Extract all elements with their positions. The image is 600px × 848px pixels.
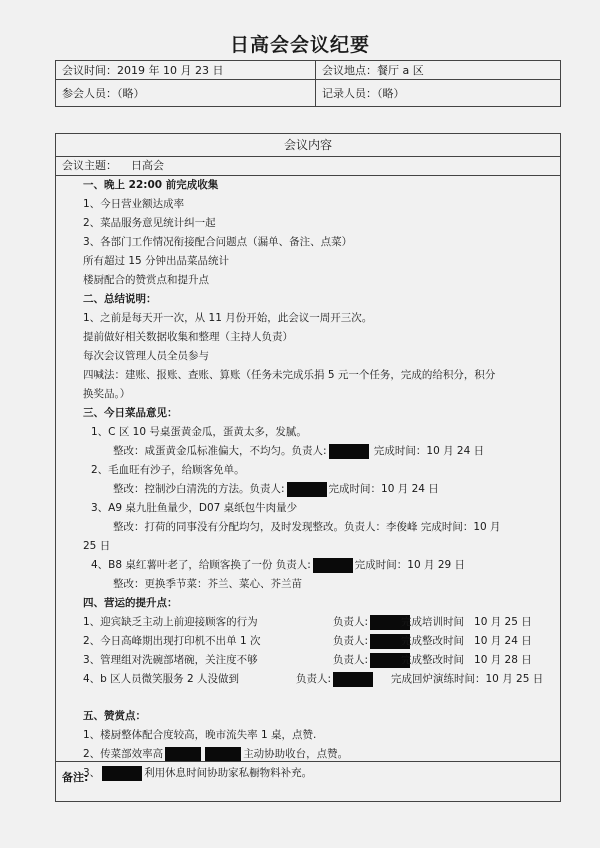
improvement-row [83,670,239,689]
done-label: 完成整改时间 [401,635,464,647]
dish-fix-2-text: 整改：控制沙白清洗的方法。负责人: [113,483,285,495]
done-label: 完成培训时间 [401,616,464,628]
done-date: 10 月 24 日 [474,635,532,647]
improvement-item: 4、b 区人员微笑服务 2 人没做到 [83,673,240,685]
section-2-line-4: 四喊法：建账、报账、查账、算账（任务未完成乐捐 5 元一个任务，完成的给积分，积分 [83,369,496,381]
section-1-line-5: 楼厨配合的赞赏点和提升点 [83,274,209,286]
owner-label: 负责人: [333,616,369,628]
done-label: 完成整改时间 [401,654,464,666]
meeting-info-table [55,60,561,107]
owner-label: 负责人: [333,654,369,666]
topic-value: 日高会 [131,159,164,172]
owner-label: 负责人: [333,635,369,647]
recorder-label: 记录人员： [322,87,377,100]
section-4-heading: 四、营运的提升点： [83,597,178,609]
improvement-done [401,632,532,651]
dish-fix-1-text: 整改：咸蛋黄金瓜标准偏大，不均匀。负责人: [113,445,327,457]
notes-section [56,761,560,802]
dish-fix-3: 整改：打荷的同事没有分配均匀，及时发现整改。负责人：李俊峰 完成时间：10 月 [113,521,501,533]
improvement-done [401,613,532,632]
owner-label: 负责人: [296,673,332,685]
praise-line-2-b: 主动协助收台，点赞。 [243,748,349,760]
redaction-block [329,444,369,459]
section-1-line-3: 3、各部门工作情况衔接配合问题点（漏单、备注、点菜） [83,236,353,248]
dish-fix-1-time: 完成时间：10 月 24 日 [373,445,485,457]
improvement-owner [296,670,375,689]
improvement-done [391,670,543,689]
section-2-line-2: 提前做好相关数据收集和整理（主持人负责） [83,331,293,343]
improvement-row [83,613,258,632]
praise-line-2-a: 2、传菜部效率高 [83,748,164,760]
redaction-block [333,672,373,687]
done-label: 完成回炉演练时间：10 月 25 日 [391,673,544,685]
section-2-heading: 二、总结说明： [83,293,157,305]
dish-issue-1: 1、C 区 10 号桌蛋黄金瓜，蛋黄太多，发腻。 [91,426,307,438]
meeting-time-label: 会议时间： [62,64,117,77]
meeting-time-cell [56,61,316,80]
section-2-line-5: 换奖品。） [83,388,131,400]
meeting-topic-row [56,157,560,176]
dish-fix-2 [113,480,439,499]
attendees-value: （略） [117,87,145,100]
section-1-heading: 一、晚上 22:00 前完成收集 [83,179,219,191]
meeting-place-cell [316,61,561,80]
redaction-block [165,747,201,762]
section-1-line-2: 2、菜品服务意见统计纠一起 [83,217,216,229]
recorder-value: （略） [377,87,405,100]
dish-issue-4-time: 完成时间：10 月 29 日 [354,559,466,571]
section-5-heading: 五、赞赏点： [83,710,146,722]
section-2-line-3: 每次会议管理人员全员参与 [83,350,209,362]
dish-issue-2: 2、毛血旺有沙子，给顾客免单。 [91,464,245,476]
dish-fix-4: 整改：更换季节菜：芥兰、菜心、芥兰苗 [113,578,302,590]
praise-line-3-a: 3、 [83,767,101,779]
redaction-block [313,558,353,573]
improvement-row [83,632,261,651]
dish-issue-3: 3、A9 桌九肚鱼量少，D07 桌纸包牛肉量少 [91,502,298,514]
improvement-item: 3、管理组对洗碗部堵碗，关注度不够 [83,654,258,666]
dish-fix-3-cont: 25 日 [83,540,111,552]
meeting-place-value: 餐厅 a 区 [377,64,424,77]
meeting-time-value: 2019 年 10 月 23 日 [117,64,224,77]
improvement-item: 2、今日高峰期出现打印机不出单 1 次 [83,635,261,647]
section-2-line-1: 1、之前是每天开一次，从 11 月份开始，此会议一周开三次。 [83,312,373,324]
done-date: 10 月 25 日 [474,616,532,628]
praise-line-3-b: 利用休息时间协助家私橱物料补充。 [144,767,313,779]
meeting-content-box [55,133,561,802]
dish-fix-2-time: 完成时间：10 月 24 日 [328,483,439,495]
notes-label: 备注: [62,771,89,784]
section-1-line-1: 1、今日营业额达成率 [83,198,185,210]
topic-label: 会议主题： [62,159,117,172]
attendees-label: 参会人员： [62,87,117,100]
improvement-row [83,651,258,670]
dish-issue-4 [91,556,465,575]
section-3-heading: 三、今日菜品意见： [83,407,178,419]
section-1-line-4: 所有超过 15 分钟出品菜品统计 [83,255,230,267]
redaction-block [287,482,327,497]
redaction-block [205,747,241,762]
improvement-item: 1、迎宾缺乏主动上前迎接顾客的行为 [83,616,258,628]
dish-issue-4-text: 4、B8 桌红薯叶老了，给顾客换了一份 负责人: [91,559,311,571]
meeting-place-label: 会议地点： [322,64,377,77]
document-title: 日高会会议纪要 [229,34,370,56]
praise-line-1: 1、楼厨整体配合度较高，晚市流失率 1 桌，点赞. [83,729,317,741]
done-date: 10 月 28 日 [474,654,532,666]
content-header: 会议内容 [56,134,560,157]
recorder-cell [316,80,561,107]
dish-fix-1 [113,442,484,461]
improvement-done [401,651,532,670]
attendees-cell [56,80,316,107]
